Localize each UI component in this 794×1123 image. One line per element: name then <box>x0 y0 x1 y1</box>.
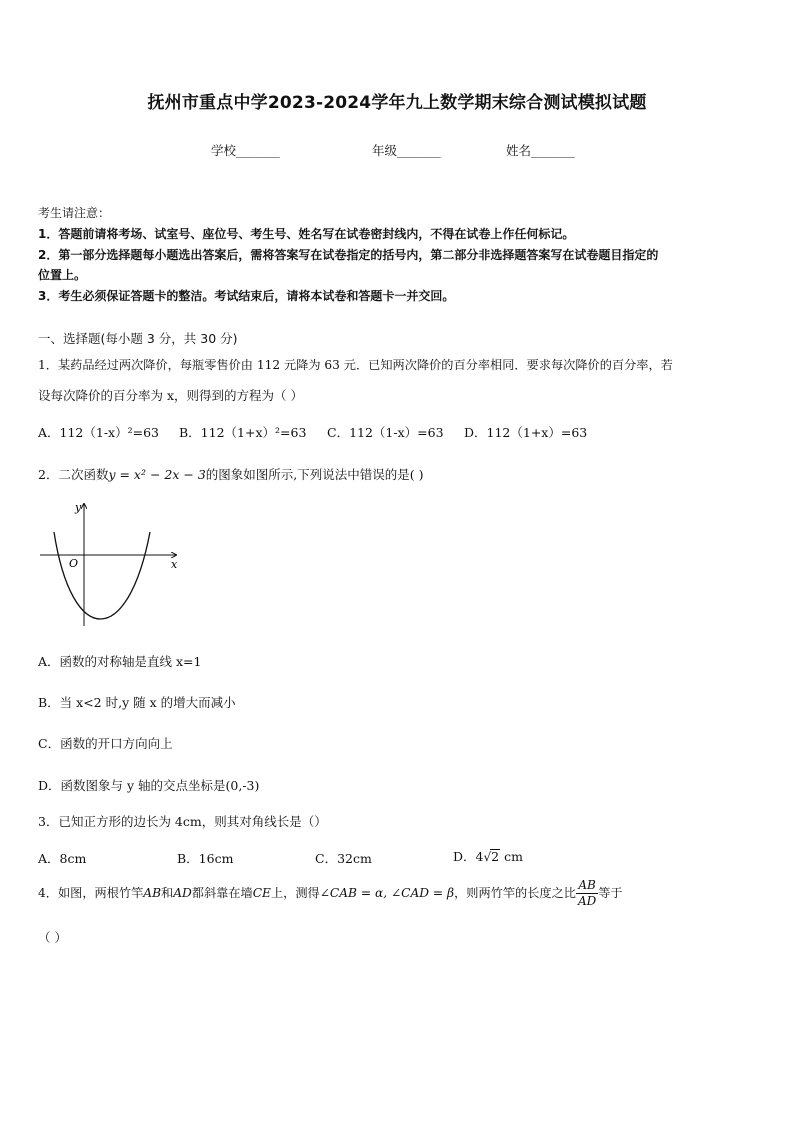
name-field: 姓名_______ <box>506 143 575 158</box>
x-axis-label: x <box>171 558 178 571</box>
q1-option-a: A．112（1-x）²=63 <box>38 425 160 440</box>
q4-part5: 等于 <box>598 886 623 900</box>
q4-ratio-fraction <box>576 878 598 909</box>
y-axis-label: y <box>75 501 82 514</box>
q4-angles: ∠CAB = α, ∠CAD = β <box>319 886 455 900</box>
section-title: 一、选择题(每小题 3 分，共 30 分) <box>38 331 238 346</box>
q2-formula: y = x² − 2x − 3 <box>108 467 206 482</box>
q3-option-d: D．4√2 cm <box>453 849 523 864</box>
q3-option-c: C．32cm <box>315 851 372 866</box>
q2-option-a: A．函数的对称轴是直线 x=1 <box>38 654 202 669</box>
q4-part3: 上，测得 <box>270 886 320 900</box>
q2-option-c: C．函数的开口方向向上 <box>38 736 173 751</box>
q4-ce: CE <box>252 886 271 900</box>
q2-stem <box>38 465 424 483</box>
q3-option-b: B．16cm <box>177 851 234 866</box>
q4-answer-paren: （ ） <box>38 930 67 945</box>
q2-option-d: D．函数图象与 y 轴的交点坐标是(0,-3) <box>38 778 260 793</box>
q4-ab: AB <box>143 886 162 900</box>
origin-label: O <box>69 557 79 570</box>
q2-option-b: B．当 x<2 时,y 随 x 的增大而减小 <box>38 695 236 710</box>
q4-fraction-denominator: AD <box>577 894 597 908</box>
q2-stem-suffix: 的图象如图所示,下列说法中错误的是( ) <box>205 467 424 482</box>
q4-part2: 都斜靠在墙 <box>191 886 253 900</box>
q2-parabola-graph <box>36 498 186 630</box>
q1-option-c: C．112（1-x）=63 <box>327 425 444 440</box>
q1-option-b: B．112（1+x）²=63 <box>179 425 307 440</box>
q3-option-d-prefix: D．4 <box>453 849 484 864</box>
notice-item-3: 3．考生必须保证答题卡的整洁。考试结束后，请将本试卷和答题卡一并交回。 <box>38 289 455 303</box>
notice-heading: 考生请注意： <box>38 206 111 220</box>
q4-stem <box>38 878 623 909</box>
q3-option-d-radicand: 2 <box>491 849 500 864</box>
q1-stem-line2: 设每次降价的百分率为 x，则得到的方程为（ ） <box>38 388 303 403</box>
notice-item-2-cont: 位置上。 <box>38 268 87 282</box>
q4-and: 和 <box>161 886 174 900</box>
notice-item-1: 1．答题前请将考场、试室号、座位号、考生号、姓名写在试卷密封线内，不得在试卷上作任何标记。 <box>38 227 575 241</box>
grade-field: 年级_______ <box>372 143 441 158</box>
q4-part1: 4．如图，两根竹竿 <box>38 886 144 900</box>
q3-stem: 3．已知正方形的边长为 4cm，则其对角线长是（） <box>38 814 327 829</box>
q3-option-d-suffix: cm <box>500 849 523 864</box>
notice-item-2: 2．第一部分选择题每小题选出答案后，需将答案写在试卷指定的括号内，第二部分非选择题答案写在试卷题目指定的 <box>38 248 659 262</box>
q4-ad: AD <box>173 886 192 900</box>
q4-part4: ，则两竹竿的长度之比 <box>454 886 576 900</box>
parabola-curve <box>54 532 150 619</box>
q3-option-a: A．8cm <box>38 851 87 866</box>
q1-stem-line1: 1．某药品经过两次降价，每瓶零售价由 112 元降为 63 元．已知两次降价的百分率相同．要求每次降价的百分率，若 <box>38 358 673 372</box>
exam-title: 抚州市重点中学2023-2024学年九上数学期末综合测试模拟试题 <box>147 93 647 113</box>
q2-stem-prefix: 2．二次函数 <box>38 467 109 482</box>
school-field: 学校_______ <box>211 143 280 158</box>
q4-fraction-numerator: AB <box>576 878 598 894</box>
q1-option-d: D．112（1+x）=63 <box>464 425 588 440</box>
